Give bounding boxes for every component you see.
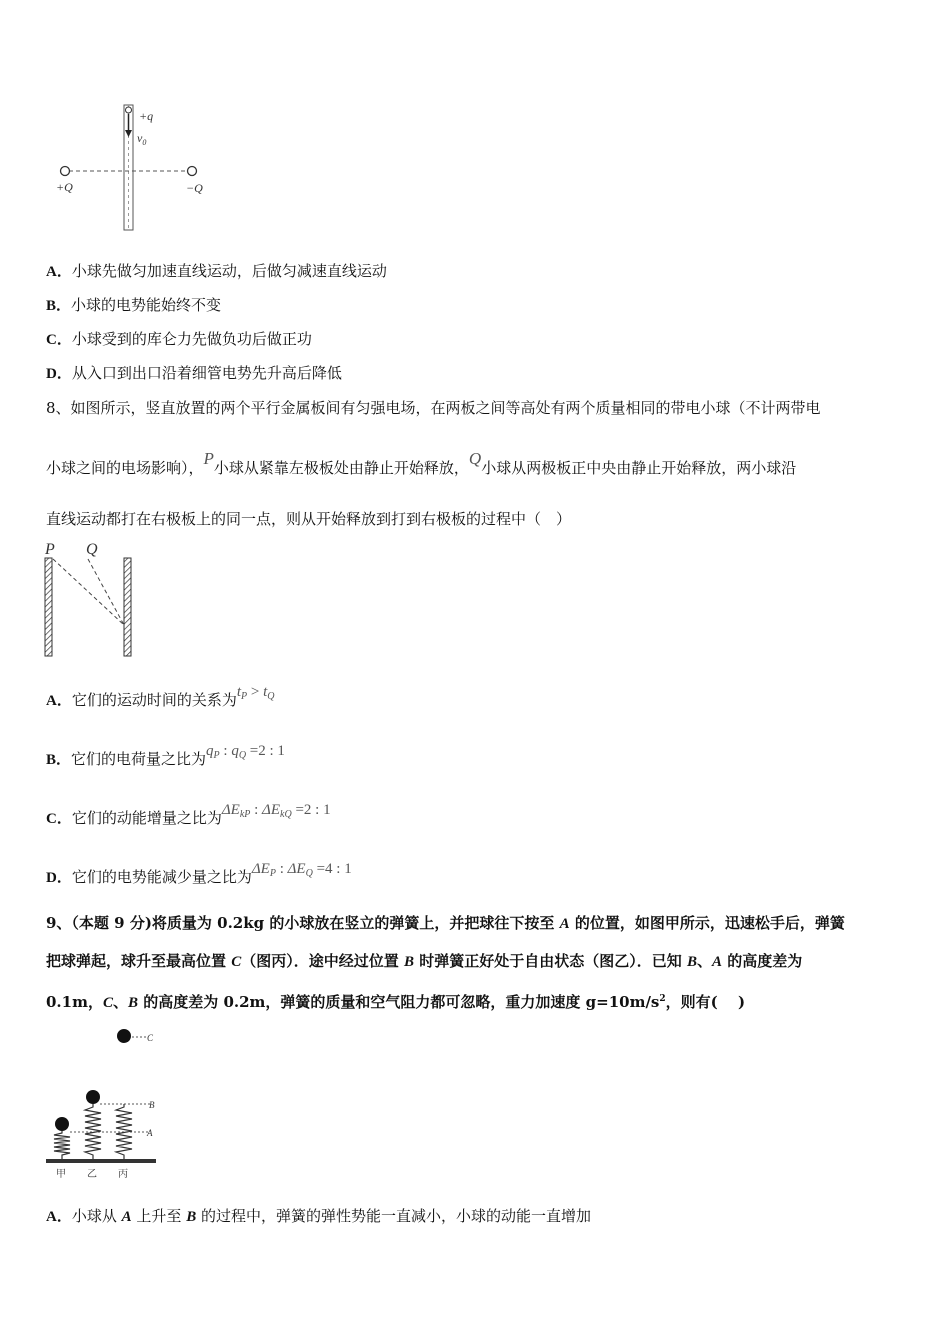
minus-Q-charge [188, 167, 197, 176]
q-charge-label: +q [139, 109, 154, 123]
q7-option-a: A．小球先做匀加速直线运动，后做匀减速直线运动 [46, 262, 387, 280]
ball-C [117, 1029, 131, 1043]
q8-option-d: D．它们的电势能减少量之比为$\Delta E_P$ : $\Delta E_Q =4$ : 1 [46, 861, 352, 886]
q7-option-d: D．从入口到出口沿着细管电势先升高后降低 [46, 364, 342, 382]
q7-option-c: C．小球受到的库仑力先做负功后做正功 [46, 330, 312, 348]
q9-stem-line1: 9、（本题 9 分)将质量为 0.2kg 的小球放在竖立的弹簧上，并把球往下按至 A 的位置，如图甲所示，迅速松手后，弹簧 [46, 914, 845, 932]
q8-option-a: A．它们的运动时间的关系为$t_P > t_Q$ [46, 684, 275, 709]
ball-yi [86, 1090, 100, 1104]
entry-ball [126, 107, 132, 113]
parallel-plates-figure [40, 538, 145, 660]
q8-stem-line1: 8、如图所示，竖直放置的两个平行金属板间有匀强电场，在两板之间等高处有两个质量相同的带电小球（不计两带电 [46, 399, 821, 417]
label-jia: 甲 [56, 1169, 66, 1180]
minus-Q-label: −Q [186, 181, 203, 195]
q9-option-a: A．小球从 A 上升至 B 的过程中，弹簧的弹性势能一直减小，小球的动能一直增加 [46, 1207, 591, 1225]
q9-stem-line3: 0.1m，C、B 的高度差为 0.2m，弹簧的质量和空气阻力都可忽略，重力加速度 $g=10m/s^2$，则有( ) [46, 993, 746, 1011]
label-A: A [147, 1128, 153, 1138]
P-symbol: P [203, 449, 214, 468]
q8-option-c: C．它们的动能增量之比为$\Delta E_{kP}$ : $\Delta E_{kQ} =2$ : 1 [46, 802, 331, 827]
label-yi: 乙 [87, 1169, 97, 1180]
plus-Q-charge [61, 167, 70, 176]
Q-symbol: Q [468, 449, 482, 468]
tube-charges-figure [50, 100, 220, 235]
q8-option-b: B．它们的电荷量之比为$q_P$ : $q_Q =2$ : 1 [46, 743, 285, 768]
right-plate [124, 558, 131, 656]
v0-label: $v_0$ [137, 131, 147, 147]
P-path [53, 559, 124, 625]
spring-jia [54, 1131, 70, 1159]
Q-path [88, 559, 124, 625]
fig-P-label: P [45, 541, 55, 558]
q8-stem-line2: 小球之间的电场影响），P小球从紧靠左极板处由静止开始释放，Q小球从两极板正中央由静止开始释放，两小球沿 [46, 449, 797, 477]
plus-Q-label: +Q [56, 180, 73, 194]
ground [46, 1159, 156, 1163]
ball-jia [55, 1117, 69, 1131]
label-B: B [149, 1100, 155, 1110]
label-C: C [147, 1033, 154, 1043]
fig-Q-label: Q [86, 541, 98, 558]
q8-stem-line3: 直线运动都打在右极板上的同一点，则从开始释放到打到右极板的过程中（ ） [46, 510, 572, 528]
spring-figure [40, 1025, 170, 1185]
left-plate [45, 558, 52, 656]
q7-option-b: B．小球的电势能始终不变 [46, 296, 222, 314]
label-bing: 丙 [118, 1169, 128, 1180]
q9-stem-line2: 把球弹起，球升至最高位置 C（图丙）．途中经过位置 B 时弹簧正好处于自由状态（图乙）．已知 B、A 的高度差为 [46, 952, 803, 970]
